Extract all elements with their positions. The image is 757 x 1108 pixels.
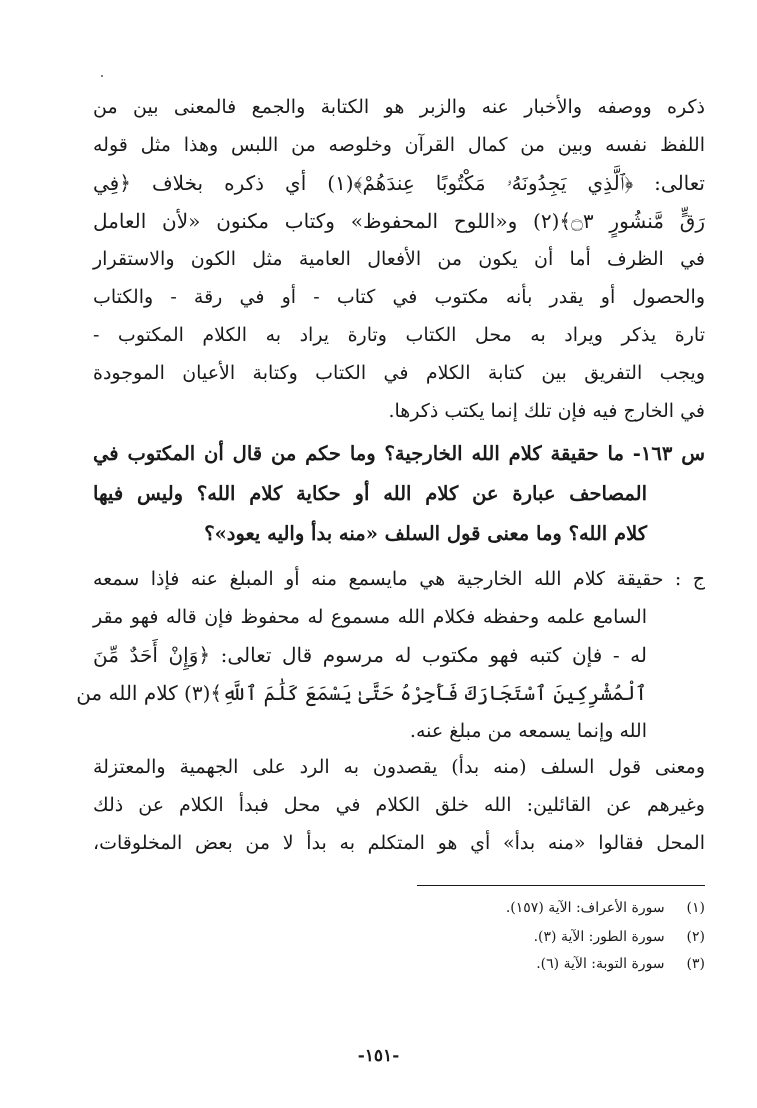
question-163 [93,434,705,554]
footnote-number: (٣) [686,956,705,972]
answer-line: السامع علمه وحفظه فكلام الله مسموع له محفوظ فإن قاله فهو مقر [93,606,647,628]
footnote-3 [536,956,705,972]
answer-line: له - فإن كتبه فهو مكتوب له مرسوم قال تعالى: ﴿وَإِنْ أَحَدٌ مِّنَ [93,643,647,667]
footnote-text: سورة التوبة: الآية (٦). [536,956,665,972]
text-line: في الظرف أما أن يكون من الأفعال العامية مثل الكون والاستقرار [93,248,705,270]
answer [76,560,705,750]
footnote-text: سورة الأعراف: الآية (١٥٧). [505,900,665,916]
text-line: ويجب التفريق بين كتابة الكلام في الكتاب وكتابة الأعيان الموجودة [93,362,705,384]
scan-speck [101,75,103,77]
answer-line: الله وإنما يسمعه من مبلغ عنه. [409,720,647,742]
text-line: تعالى: ﴿ٱلَّذِي يَجِدُونَهُۥ مَكْتُوبًا عِندَهُمْ﴾(١) أي ذكره بخلاف ﴿فِي [93,171,705,195]
question-line: كلام الله؟ وما معنى قول السلف «منه بدأ واليه يعود»؟ [204,522,647,545]
question-line: س ١٦٣- ما حقيقة كلام الله الخارجية؟ وما حكم من قال أن المكتوب في [93,442,706,465]
text-line: رَقٍّ مَّنشُورٍ ۝٣﴾(٢) و«اللوح المحفوظ» وكتاب مكنون «لأن العامل [93,209,705,233]
answer-line: ج : حقيقة كلام الله الخارجية هي مايسمع منه أو المبلغ عنه فإذا سمعه [93,568,705,590]
text-line: وغيرهم عن القائلين: الله خلق الكلام في محل فبدأ الكلام عن ذلك [93,794,705,816]
footnote-1 [506,900,705,916]
footnote-number: (١) [686,900,705,916]
text-line: والحصول أو يقدر بأنه مكتوب في كتاب - أو في رقة - والكتاب [93,286,705,308]
paragraph-3 [93,748,705,862]
paragraph-1 [93,88,705,430]
question-line: المصاحف عبارة عن كلام الله أو حكاية كلام الله؟ وليس فيها [93,482,647,505]
text-line: ومعنى قول السلف (منه بدأ) يقصدون به الرد على الجهمية والمعتزلة [93,756,705,778]
text-line: تارة يذكر ويراد به محل الكتاب وتارة يراد به الكلام المكتوب - [93,324,705,346]
text-line: اللفظ نفسه وبين من كمال القرآن وخلوصه من اللبس وهذا مثل قوله [93,134,705,156]
text-line: ذكره ووصفه والأخبار عنه والزبر هو الكتابة والجمع فالمعنى بين من [93,96,705,118]
page-number: -١٥١- [357,1046,400,1066]
footnote-2 [534,929,705,945]
text-line: في الخارج فيه فإن تلك إنما يكتب ذكرها. [388,400,705,422]
text-line: المحل فقالوا «منه بدأ» أي هو المتكلم به بدأ لا من بعض المخلوقات، [93,832,705,854]
footnote-separator [417,885,705,886]
answer-line: ٱلْمُشْرِكِينَ ٱسْتَجَارَكَ فَأَجِرْهُ حَتَّىٰ يَسْمَعَ كَلَٰمَ ٱللَّهِ﴾(٣) كلام الله من [76,681,647,705]
footnote-number: (٢) [686,929,705,945]
footnote-text: سورة الطور: الآية (٣). [533,929,665,945]
